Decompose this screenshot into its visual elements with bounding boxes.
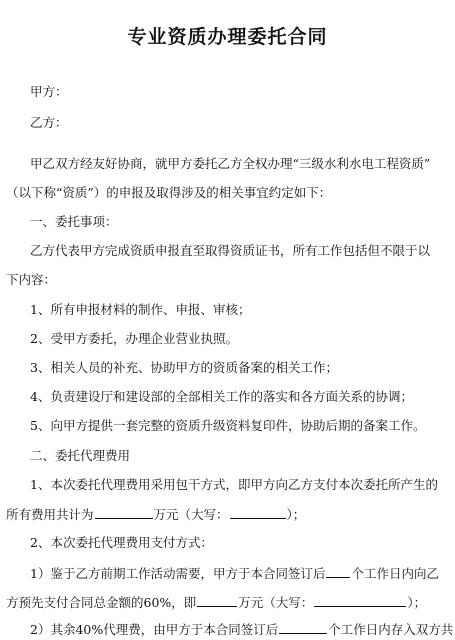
payment-2-days-blank[interactable] [279, 621, 327, 634]
list-item: 3、相关人员的补充、协助甲方的资质备案的相关工作； [30, 360, 338, 375]
section-heading-fees: 二、委托代理费用 [30, 448, 131, 463]
payment-2-lead: 2）其余40%代理费，由甲方于本合同签订后 [30, 622, 279, 637]
payment-1-close: ）； [407, 595, 427, 610]
payment-2-line-1 [30, 621, 454, 638]
section-heading-entrustment: 一、委托事项： [30, 214, 118, 229]
list-item: 5、向甲方提供一套完整的资质升级资料复印件，协助后期的备案工作。 [30, 418, 426, 433]
list-item: 2、受甲方委托，办理企业营业执照。 [30, 331, 238, 346]
payment-2-tail: 个工作日内存入双方共 [328, 622, 454, 637]
party-a-line: 甲方： [30, 84, 68, 99]
fee-capital-blank[interactable] [230, 506, 286, 519]
scope-paragraph-line-2: 下内容： [6, 272, 57, 287]
payment-1-days-blank[interactable] [326, 565, 350, 578]
fee-paragraph-line-1: 1、本次委托代理费用采用包干方式，即甲方向乙方支付本次委托所产生的 [30, 477, 438, 492]
payment-method-heading: 2、本次委托代理费用支付方式： [30, 535, 213, 550]
fee-amount-blank[interactable] [95, 506, 153, 519]
payment-1-amount-blank[interactable] [197, 594, 237, 607]
list-item: 4、负责建设厅和建设部的全部相关工作的落实和各方面关系的协调； [30, 389, 413, 404]
scope-paragraph-line-1: 乙方代表甲方完成资质申报直至取得资质证书，所有工作包括但不限于以 [30, 243, 431, 258]
payment-1-capital-blank[interactable] [314, 594, 406, 607]
fee-paragraph-line-2 [6, 506, 449, 523]
fee-total-label: 所有费用共计为 [6, 507, 94, 522]
intro-paragraph-line-2: （以下称“资质”）的申报及取得涉及的相关事宜约定如下： [6, 185, 332, 200]
payment-1-percent-label: 方预先支付合同总金额的60%，即 [6, 595, 197, 610]
payment-1-line-1 [30, 565, 449, 582]
list-item: 1、所有申报材料的制作、申报、审核； [30, 302, 251, 317]
payment-1-line-2 [6, 594, 449, 611]
intro-paragraph-line-1: 甲乙双方经友好协商，就甲方委托乙方全权办理“三级水利水电工程资质” [30, 156, 431, 171]
payment-1-tail: 个工作日内向乙 [351, 566, 439, 581]
document-title: 专业资质办理委托合同 [127, 26, 328, 48]
payment-1-capital-label: 万元（大写： [238, 595, 314, 610]
payment-1-lead: 1）鉴于乙方前期工作活动需要，甲方于本合同签订后 [30, 566, 326, 581]
fee-close: ）； [286, 507, 306, 522]
fee-capital-label: 万元（大写： [153, 507, 229, 522]
party-b-line: 乙方： [30, 115, 68, 130]
